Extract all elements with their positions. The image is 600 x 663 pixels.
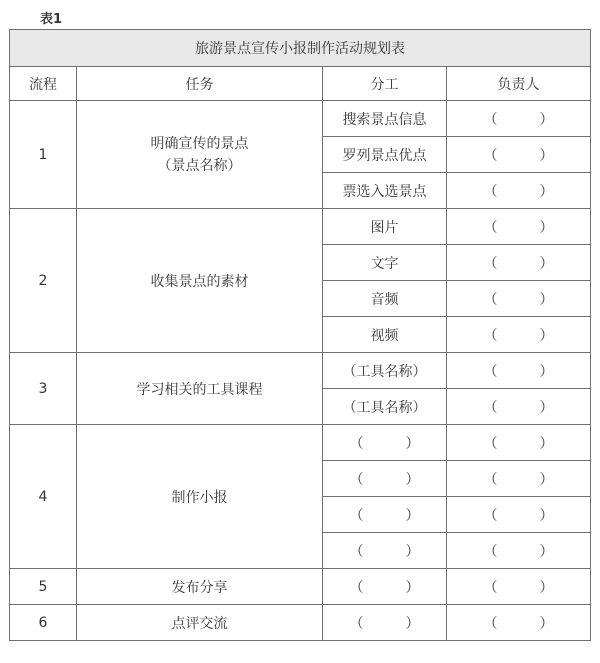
- division-cell: 搜索景点信息: [323, 101, 447, 137]
- activity-plan-table: [9, 29, 591, 641]
- task-line: （景点名称）: [157, 157, 242, 174]
- step-cell: 1: [10, 101, 77, 209]
- header-step: 流程: [10, 67, 77, 101]
- owner-blank: （ ）: [447, 281, 591, 317]
- division-cell: （工具名称）: [323, 353, 447, 389]
- division-blank: （ ）: [323, 497, 447, 533]
- owner-blank: （ ）: [447, 101, 591, 137]
- owner-blank: （ ）: [447, 533, 591, 569]
- owner-blank: （ ）: [447, 461, 591, 497]
- step-cell: 5: [10, 569, 77, 605]
- table-title: 旅游景点宣传小报制作活动规划表: [10, 30, 591, 67]
- owner-blank: （ ）: [447, 605, 591, 641]
- step-cell: 4: [10, 425, 77, 569]
- division-cell: 罗列景点优点: [323, 137, 447, 173]
- owner-blank: （ ）: [447, 209, 591, 245]
- division-cell: 图片: [323, 209, 447, 245]
- task-cell: 收集景点的素材: [77, 209, 323, 353]
- division-blank: （ ）: [323, 605, 447, 641]
- task-cell: [77, 101, 323, 209]
- owner-blank: （ ）: [447, 389, 591, 425]
- division-blank: （ ）: [323, 425, 447, 461]
- division-blank: （ ）: [323, 569, 447, 605]
- owner-blank: （ ）: [447, 317, 591, 353]
- owner-blank: （ ）: [447, 425, 591, 461]
- division-cell: 票选入选景点: [323, 173, 447, 209]
- division-blank: （ ）: [323, 533, 447, 569]
- division-cell: 视频: [323, 317, 447, 353]
- task-cell: 学习相关的工具课程: [77, 353, 323, 425]
- task-cell: 发布分享: [77, 569, 323, 605]
- table-caption: 表1: [40, 12, 63, 27]
- division-cell: 文字: [323, 245, 447, 281]
- owner-blank: （ ）: [447, 245, 591, 281]
- step-cell: 3: [10, 353, 77, 425]
- owner-blank: （ ）: [447, 173, 591, 209]
- header-owner: 负责人: [447, 67, 591, 101]
- division-cell: 音频: [323, 281, 447, 317]
- task-cell: 点评交流: [77, 605, 323, 641]
- step-cell: 6: [10, 605, 77, 641]
- owner-blank: （ ）: [447, 569, 591, 605]
- owner-blank: （ ）: [447, 353, 591, 389]
- task-line: 明确宣传的景点: [150, 135, 249, 152]
- header-task: 任务: [77, 67, 323, 101]
- owner-blank: （ ）: [447, 497, 591, 533]
- owner-blank: （ ）: [447, 137, 591, 173]
- division-blank: （ ）: [323, 461, 447, 497]
- division-cell: （工具名称）: [323, 389, 447, 425]
- header-division: 分工: [323, 67, 447, 101]
- task-cell: 制作小报: [77, 425, 323, 569]
- step-cell: 2: [10, 209, 77, 353]
